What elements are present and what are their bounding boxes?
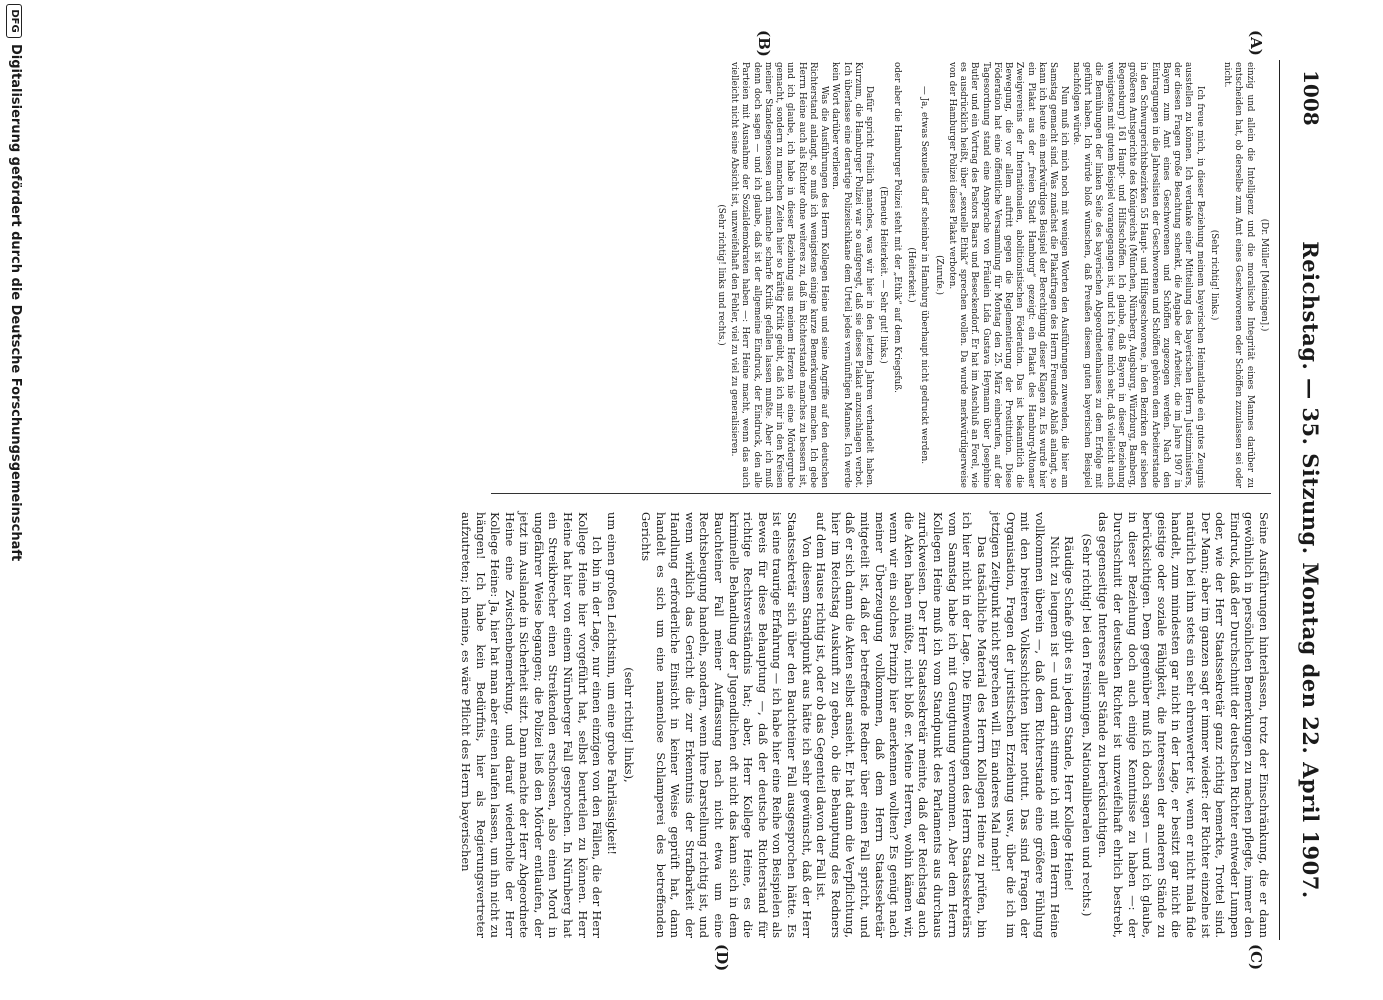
paragraph: einzig und allein die Intelligenz und die moralische Integrität eines Mannes darüber zu entscheiden hat, ob derselbe zum Amt eines Geschworenen oder Schöffen zuzulassen sei oder nicht. <box>1222 62 1255 488</box>
paragraph: Was die Ausführungen des Herrn Kollegen Heine und seine Angriffe auf den deutschen Richterstand anlangt, so muß ich wenigstens einige kurze Bemerkungen machen. Ich gebe Herrn Heine auch als Richter ohne weiteres zu, daß im Richterstande manches zu bessern ist, und ich glaube, ich habe in dieser Beziehung aus meinem Herzen nie eine Mördergrube gemacht, sondern zu manchen Zeiten hier so kräftig Kritik geübt, daß ich mir in den Kreisen meiner Standesgenossen auch manche scharfe Kritik gefallen lassen mußte. Aber ich muß denn doch sagen — und ich glaube, daß ist der allgemeine Eindruck, der Eindruck, den alle Parteien mit Ausnahme der Sozialdemokraten haben —: Herr Heine macht, wenn das auch vielleicht nicht seine Absicht ist, unzweifelhaft den Fehler, viel zu viel zu generalisieren. <box>729 62 830 488</box>
margin-mark-d: (D) <box>713 944 731 972</box>
running-title: Reichstag. — 35. Sitzung. Montag den 22. April 1907. <box>1298 241 1323 899</box>
paragraph: um einen großen Leichtsinn, um eine grobe Fahrlässigkeit! <box>604 512 619 856</box>
page-header <box>1273 0 1343 1000</box>
left-column <box>711 62 1271 488</box>
paragraph: Nicht zu leugnen ist — und darin stimme ich mit dem Herrn Heine vollkommen überein —, daß dem Richterstande eine größere Fühlung mit den breiteren Volksschichten bitter nottut. Das sind Fragen der Organisation, Fragen der juristischen Erziehung usw., über die ich im jetzigen Zeitpunkt nicht sprechen will. Ein anderes Mal mehr! <box>989 512 1062 938</box>
digitization-footer <box>0 0 27 1000</box>
interjection: (Zurufe.) <box>933 255 944 295</box>
interjection: (Erneute Heiterkeit. — Sehr gut! links.) <box>878 186 889 364</box>
paragraph: Von diesem Standpunkt aus hätte ich sehr gewünscht, daß der Herr Staatssekretär sich über den Bauchteiner Fall ausgesprochen hätte. Es ist eine traurige Erfahrung — ich habe hier eine Reihe von Beispielen als Beweis für diese Behauptung —, daß der deutsche Richterstand für richtige Rechtsverständnis hat; aber, Herr Kollege Heine, es die kriminelle Behandlung der Jugendlichen oft nicht das kann sich in dem Bauchteiner Fall meiner Auffassung nach nicht etwa um eine Rechtsbeugung handeln, sondern, wenn Ihre Darstellung richtig ist, und wenn wirklich das Gericht die zur Erkenntnis der Strafbarkeit der Handlung erforderliche Einsicht in keiner Weise geprüft hat, dann handelt es sich um eine namenlose Schlamperei des betreffenden Gerichts <box>639 512 814 938</box>
page-number: 1008 <box>1299 70 1323 126</box>
paragraph: — Ja, etwas Sexuelles darf scheinbar in Hamburg überhaupt nicht gedruckt werden. <box>919 86 930 465</box>
dfg-logo: DFG <box>6 4 22 38</box>
paragraph: Räudige Schafe gibt es in jedem Stande, Herr Kollege Heine! <box>1062 536 1077 892</box>
column-divider <box>491 493 1271 494</box>
interjection: (Sehr richtig! links.) <box>1208 229 1219 321</box>
interjection: (Heiterkeit.) <box>906 247 917 303</box>
paragraph: oder aber die Hamburger Polizei steht mit der „Ethik“ auf dem Kriegsfuß. <box>891 62 902 393</box>
speaker-note: (Dr. Müller [Meiningen].) <box>1259 218 1269 332</box>
interjection: (Sehr richtig! bei den Freisinnigen, Nationalliberalen und rechts.) <box>1079 533 1094 917</box>
interjection: (sehr richtig! links), <box>622 667 637 783</box>
interjection: (Sehr richtig! links und rechts.) <box>715 204 726 346</box>
paragraph: Ich bin in der Lage, nur einen einzigen von den Fällen, die der Herr Kollege Heine hier vorgeführt hat, selbst beurteilen zu können. Herr Heine hat hier von einem Nürnberger Fall gesprochen. In Nürnberg hat ein Streikbrecher einen Streikenden erschossen, also einen Mord in ungefährer Weise begangen; die Polizei ließ den Mörder entlaufen, der jetzt im Auslande in Sicherheit sitzt. Dann machte der Herr Abgeordnete Heine eine Zwischenbemerkung, und darauf wiederholte der Herr Kollege Heine: Ja, hier hat man aber einen laufen lassen, um ihn nicht zu hängen! Ich habe kein Bedürfnis, hier als Regierungsvertreter aufzutreten; ich meine, es wäre Pflicht des Herrn bayerischen <box>458 512 605 938</box>
paragraph: Dafür spricht freilich manches, was wir hier in den letzten Jahren verhandelt haben. Kurzum, die Hamburger Polizei war so aufgeregt, daß sie dieses Plakat anzuschlagen verbot. Ich überlasse eine derartige Polizeischikane dem Urteil jedes vernünftigen Mannes. Ich werde kein Wort darüber verlieren. <box>830 62 875 488</box>
funding-note: Digitalisierung gefördert durch die Deutsche Forschungsgemeinschaft <box>8 44 23 562</box>
header-rule <box>1279 60 1280 940</box>
margin-mark-a: (A) <box>1247 30 1265 56</box>
right-column <box>441 512 1271 938</box>
paragraph: Nun muß ich mich noch mit wenigen Worten den Ausführungen zuwenden, die hier am Samstag gemacht sind. Was zunächst die Plakatfragen des Herrn Freundes Ablaß anlangt, so kann ich heute ein merkwürdiges Beispiel der Berechtigung dieser Klagen zu. Es wurde hier ein Plakat aus der „freien Stadt Hamburg“ gezeigt: ein Plakat des Hamburg-Altonaer Zweigvereins der Internationalen, abolitionistischen Föderation. Das ist bekanntlich die Bewegung, die vor allem auftritt gegen die Reglementierung der Prostitution. Diese Föderation hat eine öffentliche Versammlung für Montag den 25. März einberufen, auf der Tagesordnung stand eine Ansprache von Fräulein Lida Gustava Heymann über Josephine Butler und ein Vortrag des Pastors Baars und Beseckendorf. Er hat im Anschluß an Forel, wie es ausdrücklich heißt, über „sexuelle Ethik“ sprechen wollen. Da wurde merkwürdigerweise von der Hamburger Polizei dieses Plakat verboten. <box>946 62 1070 488</box>
margin-mark-b: (B) <box>755 30 773 57</box>
margin-mark-c: (C) <box>1247 944 1265 971</box>
paragraph: Ich freue mich, in dieser Beziehung meinem bayerischen Heimatlande ein gutes Zeugnis ausstellen zu können. Ich verdanke einer Mitteilung des bayerischen Herrn Justizministers, der diesen Fragen große Beachtung schenkt, die Angabe der Arbeiter, die im Jahre 1907 in Bayern zum Amt eines Geschworenen und Schöffen zugezogen werden. Nach den Eintragungen in die Jahreslisten der Geschworenen und Schöffen gehören dem Arbeiterstande in den Schwurgerichtsbezirken 55 Haupt- und Hilfsgeschworene, in den Bezirken der sieben größeren Amtsgerichte des Königreichs (München, Nürnberg, Augsburg, Würzburg, Bamberg, Regensburg) 161 Haupt- und Hilfsschöffen. Ich glaube, daß Bayern in dieser Beziehung wenigstens mit gutem Beispiel vorangegangen ist, und ich freue mich sehr, daß vielleicht auch die Bemühungen der linken Seite des bayerischen Abgeordnetenhauses zu dem Erfolge mit geführt haben. Ich würde bloß wünschen, daß Preußen diesem guten bayerischen Beispiel nachfolgen würde. <box>1070 62 1205 488</box>
paragraph: Seine Ausführungen hinterlassen, trotz der Einschränkung, die er dann gewöhnlich in persönlichen Bemerkungen zu machen pflegte, immer den Eindruck, daß der Durchschnitt der deutschen Richter entweder Lumpen oder, wie der Herr Staatssekretär ganz richtig bemerkte, Trottel sind. Der Mann; aber im ganzen sagt er immer wieder: der Richter einzelne ist natürlich bei ihm stets ein sehr ehrenwerter ist, wenn er nicht mala fide handelt, zum mindesten gar nicht in der Lage, er besitzt gar nicht die geistige oder soziale Fähigkeit, die Interessen der anderen Stände zu berücksichtigen. Dem gegenüber muß ich doch sagen — und ich glaube, in dieser Beziehung doch auch einige Kenntnisse zu haben —: der Durchschnitt der deutschen Richter ist unzweifelhaft ehrlich bestrebt, das gegenseitige Interesse aller Stände zu berücksichtigen. <box>1096 512 1271 938</box>
paragraph: Das tatsächliche Material des Herrn Kollegen Heine zu prüfen, bin ich hier nicht in der Lage. Die Einwendungen des Herrn Staatssekretärs vom Samstag habe ich mit Genugtuung vernommen. Aber dem Herrn Kollegen Heine muß ich vom Standpunkt des Parlaments aus durchaus zurückweisen. Der Herr Staatssekretär meinte, daß der Reichstag auch die Akten haben müßte, nicht bloß er. Meine Herren, wohin kämen wir, wenn wir ein solches Prinzip hier anerkennen wollten? Es genügt nach meiner Überzeugung vollkommen, daß dem Herrn Staatssekretär mitgeteilt ist, daß der betreffende Redner über einen Fall spricht, und daß er sich dann die Akten selbst ansieht. Er hat dann die Verpflichtung, hier im Reichstag Auskunft zu geben, ob die Behauptung des Redners auf dem Hause richtig ist, oder ob das Gegenteil davon der Fall ist. <box>814 512 989 938</box>
